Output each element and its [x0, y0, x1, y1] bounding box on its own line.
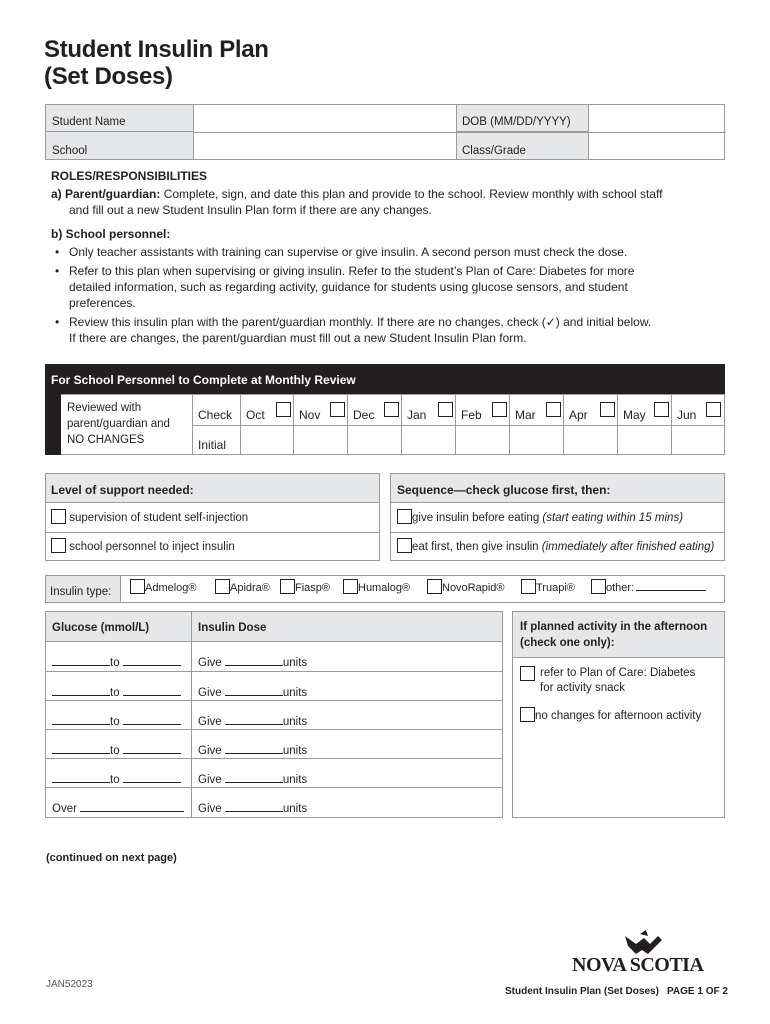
- insulin-option-label: other:: [606, 582, 635, 594]
- check-label: Check: [198, 408, 233, 422]
- month-label: Feb: [461, 408, 482, 422]
- page-title: Student Insulin Plan (Set Doses): [44, 36, 269, 90]
- insulin-option[interactable]: [343, 579, 410, 594]
- glucose-range-field[interactable]: [52, 715, 181, 728]
- give-label: Give: [198, 803, 222, 815]
- month-initial-field[interactable]: [241, 426, 294, 455]
- month-label: Nov: [299, 408, 321, 422]
- checkbox[interactable]: [215, 579, 230, 594]
- units-label: units: [282, 745, 308, 757]
- activity-option-no-changes[interactable]: no changes for afternoon activity: [520, 707, 701, 722]
- month-cell: [240, 394, 293, 455]
- roles-section: [51, 168, 731, 349]
- month-initial-field[interactable]: [510, 426, 564, 455]
- to-label: to: [110, 745, 120, 757]
- over-label: Over: [52, 803, 77, 815]
- form-code: JAN52023: [46, 979, 93, 990]
- checkbox[interactable]: [520, 707, 535, 722]
- month-initial-field[interactable]: [618, 426, 672, 455]
- month-initial-field[interactable]: [672, 426, 724, 455]
- insulin-type-label: Insulin type:: [50, 586, 112, 598]
- list-item: • Review this insulin plan with the parent/guardian monthly. If there are no changes, check (✓) and initial below. If there are changes, the parent/guardian must fill out a new Student Insulin Plan form.: [51, 314, 731, 346]
- student-name-field[interactable]: [195, 105, 455, 132]
- month-check-box[interactable]: [384, 402, 399, 417]
- glucose-col-header: Glucose (mmol/L): [52, 622, 150, 634]
- insulin-option[interactable]: [591, 579, 706, 594]
- footer-doc-title: Student Insulin Plan (Set Doses): [505, 986, 659, 997]
- glucose-min-field[interactable]: [52, 773, 110, 783]
- units-label: units: [282, 657, 308, 669]
- sequence-option-before-eating[interactable]: give insulin before eating (start eating within 15 mins): [397, 509, 683, 524]
- roles-heading: ROLES/RESPONSIBILITIES: [51, 169, 208, 183]
- month-check-box[interactable]: [546, 402, 561, 417]
- monthly-review-header: For School Personnel to Complete at Monthly Review: [45, 364, 725, 394]
- month-check-box[interactable]: [330, 402, 345, 417]
- month-cell: [401, 394, 455, 455]
- month-initial-field[interactable]: [402, 426, 456, 455]
- month-cell: [347, 394, 401, 455]
- checkbox[interactable]: [397, 538, 412, 553]
- insulin-dose-field[interactable]: [198, 773, 307, 786]
- glucose-over-field[interactable]: [80, 802, 184, 812]
- insulin-dose-field[interactable]: [198, 715, 307, 728]
- checkbox[interactable]: [130, 579, 145, 594]
- sequence-heading: Sequence—check glucose first, then:: [397, 483, 611, 497]
- class-grade-label: Class/Grade: [462, 145, 526, 157]
- list-item: • Refer to this plan when supervising or giving insulin. Refer to the student’s Plan of Care: Diabetes for more detailed information, such as regarding activity, guidance for students using glucose sensors, and student preferences.: [51, 263, 731, 311]
- glucose-min-field[interactable]: [52, 744, 110, 754]
- dose-units-field[interactable]: [225, 656, 283, 666]
- table-row: [46, 642, 502, 671]
- insulin-dose-field[interactable]: [198, 686, 307, 699]
- month-check-box[interactable]: [438, 402, 453, 417]
- activity-heading: If planned activity in the afternoon (check one only):: [520, 621, 708, 649]
- table-row: [46, 700, 502, 729]
- month-label: Jun: [677, 408, 697, 422]
- give-label: Give: [198, 687, 222, 699]
- insulin-option-label: Fiasp®: [295, 582, 331, 594]
- give-label: Give: [198, 745, 222, 757]
- insulin-option[interactable]: [130, 579, 197, 594]
- to-label: to: [110, 687, 120, 699]
- glucose-range-field[interactable]: [52, 802, 184, 815]
- month-check-box[interactable]: [600, 402, 615, 417]
- month-cell: [293, 394, 347, 455]
- month-cell: [563, 394, 617, 455]
- dose-units-field[interactable]: [225, 744, 283, 754]
- month-cell: [509, 394, 563, 455]
- units-label: units: [282, 803, 308, 815]
- checkbox[interactable]: [51, 538, 66, 553]
- checkbox[interactable]: [343, 579, 358, 594]
- insulin-option-label: Truapi®: [536, 582, 575, 594]
- dose-units-field[interactable]: [225, 802, 283, 812]
- month-cell: [617, 394, 671, 455]
- reviewed-label: Reviewed with parent/guardian and NO CHANGES: [67, 402, 170, 446]
- checkbox[interactable]: [280, 579, 295, 594]
- month-initial-field[interactable]: [348, 426, 402, 455]
- month-cell: [455, 394, 509, 455]
- checkbox[interactable]: [397, 509, 412, 524]
- support-option-personnel-inject[interactable]: school personnel to inject insulin: [51, 538, 235, 553]
- table-row: [46, 671, 502, 700]
- units-label: units: [282, 716, 308, 728]
- glucose-max-field[interactable]: [123, 773, 181, 783]
- school-personnel-label: b) School personnel:: [51, 227, 171, 241]
- table-row: [46, 758, 502, 787]
- checkbox[interactable]: [520, 666, 535, 681]
- insulin-option[interactable]: [521, 579, 575, 594]
- month-cell: [671, 394, 723, 455]
- school-label: School: [52, 145, 88, 157]
- glucose-min-field[interactable]: [52, 715, 110, 725]
- dose-units-field[interactable]: [225, 686, 283, 696]
- dose-units-field[interactable]: [225, 715, 283, 725]
- to-label: to: [110, 716, 120, 728]
- class-grade-field[interactable]: [590, 133, 725, 160]
- footer-page-number: PAGE 1 OF 2: [667, 986, 728, 997]
- month-label: Mar: [515, 408, 536, 422]
- sequence-option-eat-first[interactable]: eat first, then give insulin (immediately after finished eating): [397, 538, 714, 553]
- insulin-option-label: Admelog®: [145, 582, 197, 594]
- month-check-box[interactable]: [492, 402, 507, 417]
- insulin-dose-field[interactable]: [198, 744, 307, 757]
- monthly-review-table: [45, 394, 725, 455]
- dose-table: [45, 611, 503, 818]
- checkbox[interactable]: [591, 579, 606, 594]
- month-initial-field[interactable]: [294, 426, 348, 455]
- units-label: units: [282, 687, 308, 699]
- other-insulin-field[interactable]: [636, 581, 706, 591]
- glucose-range-field[interactable]: [52, 773, 181, 786]
- insulin-dose-field[interactable]: [198, 656, 307, 669]
- parent-guardian-role: a) Parent/guardian: Complete, sign, and date this plan and provide to the school. Review monthly with school staff and fill out a new Student Insulin Plan form if there are any changes.: [51, 187, 663, 217]
- table-row: [46, 729, 502, 758]
- insulin-option[interactable]: [215, 579, 270, 594]
- month-check-box[interactable]: [706, 402, 721, 417]
- checkbox[interactable]: [521, 579, 536, 594]
- glucose-min-field[interactable]: [52, 656, 110, 666]
- glucose-range-field[interactable]: [52, 686, 181, 699]
- logo-text: NOVA SCOTIA: [572, 954, 704, 976]
- month-label: Oct: [246, 408, 265, 422]
- insulin-option-label: Apidra®: [230, 582, 270, 594]
- nova-scotia-logo: [570, 930, 726, 976]
- units-label: units: [282, 774, 308, 786]
- checkbox[interactable]: [51, 509, 66, 524]
- insulin-dose-field[interactable]: [198, 802, 307, 815]
- student-info-table: [45, 104, 725, 160]
- dob-label: DOB (MM/DD/YYYY): [462, 116, 571, 128]
- give-label: Give: [198, 657, 222, 669]
- activity-option-plan-of-care[interactable]: refer to Plan of Care: Diabetes for activity snack: [520, 664, 695, 696]
- insulin-type-row: [45, 575, 725, 603]
- list-item: • Only teacher assistants with training can supervise or give insulin. A second person must check the dose.: [51, 244, 731, 260]
- month-initial-field[interactable]: [564, 426, 618, 455]
- dob-field[interactable]: [590, 105, 725, 132]
- glucose-max-field[interactable]: [123, 744, 181, 754]
- month-label: Jan: [407, 408, 427, 422]
- insulin-option[interactable]: [427, 579, 505, 594]
- to-label: to: [110, 657, 120, 669]
- initial-label: Initial: [198, 438, 227, 452]
- insulin-option-label: Humalog®: [358, 582, 411, 594]
- glucose-range-field[interactable]: [52, 744, 181, 757]
- glucose-max-field[interactable]: [123, 656, 181, 666]
- checkbox[interactable]: [427, 579, 442, 594]
- continued-note: (continued on next page): [46, 852, 177, 864]
- school-field[interactable]: [195, 133, 455, 160]
- support-option-self-injection[interactable]: supervision of student self-injection: [51, 509, 248, 524]
- support-heading: Level of support needed:: [51, 483, 194, 497]
- student-name-label: Student Name: [52, 116, 126, 128]
- table-row: [46, 787, 502, 816]
- to-label: to: [110, 774, 120, 786]
- month-initial-field[interactable]: [456, 426, 510, 455]
- glucose-max-field[interactable]: [123, 715, 181, 725]
- month-check-box[interactable]: [654, 402, 669, 417]
- give-label: Give: [198, 716, 222, 728]
- support-sequence-table: [45, 473, 725, 561]
- insulin-option[interactable]: [280, 579, 330, 594]
- school-personnel-list: [51, 244, 731, 346]
- dose-units-field[interactable]: [225, 773, 283, 783]
- month-check-box[interactable]: [276, 402, 291, 417]
- give-label: Give: [198, 774, 222, 786]
- glucose-max-field[interactable]: [123, 686, 181, 696]
- glucose-min-field[interactable]: [52, 686, 110, 696]
- month-label: Apr: [569, 408, 588, 422]
- month-label: Dec: [353, 408, 375, 422]
- month-label: May: [623, 408, 646, 422]
- activity-box: [512, 611, 725, 818]
- glucose-range-field[interactable]: [52, 656, 181, 669]
- insulin-dose-col-header: Insulin Dose: [198, 622, 267, 634]
- insulin-option-label: NovoRapid®: [442, 582, 505, 594]
